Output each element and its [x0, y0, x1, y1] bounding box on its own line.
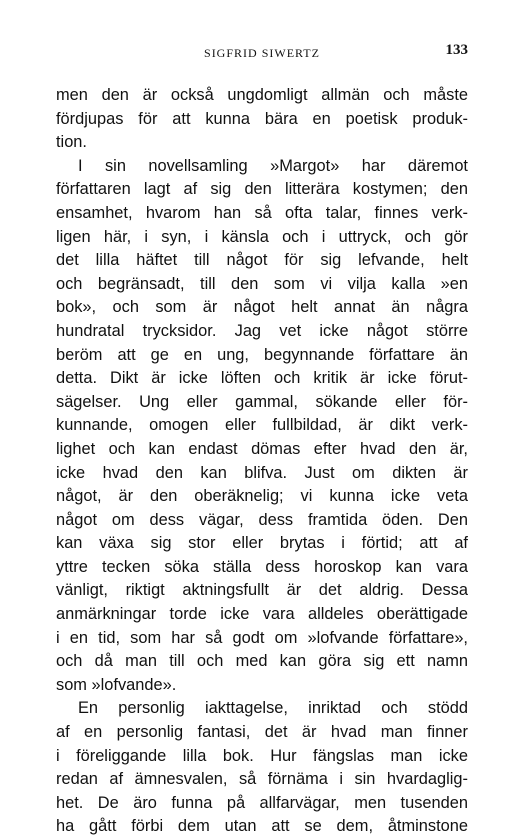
text-line: men den är också ungdomligt allmän och måste	[56, 86, 468, 104]
text-line: som »lofvande».	[56, 675, 177, 694]
text-line: sägelser. Ung eller gammal, sökande eller för-	[56, 392, 468, 411]
text-line: något om dess vägar, dess framtida öden. Den	[56, 510, 468, 529]
text-line: och begränsadt, till den som vi vilja kalla »en	[56, 274, 468, 293]
text-line: tion.	[56, 133, 87, 152]
text-line: redan af ämnesvalen, så förnäma i sin hvardaglig-	[56, 770, 468, 789]
text-line: ha gått förbi dem utan att se dem, åtminstone	[56, 817, 468, 836]
page-number: 133	[445, 42, 468, 58]
text-line: fördjupas för att kunna bära en poetisk produk-	[56, 109, 468, 128]
text-line: författaren lagt af sig den litterära kostymen; den	[56, 180, 468, 199]
text-line: detta. Dikt är icke löften och kritik är icke förut-	[56, 369, 468, 388]
body-text	[56, 84, 468, 839]
page-header	[56, 40, 468, 62]
text-line: något, är den oberäknelig; vi kunna icke veta	[56, 487, 468, 506]
text-line: I sin novellsamling »Margot» har däremot	[78, 156, 468, 175]
text-line: yttre tecken söka ställa dess horoskop kan vara	[56, 557, 468, 576]
text-line: af en personlig fantasi, det är hvad man finner	[56, 723, 468, 742]
text-line: het. De äro funna på allfarvägar, men tusenden	[56, 793, 468, 812]
text-line: kan växa sig stor eller brytas i förtid; att af	[56, 534, 468, 553]
text-line: hundratal trycksidor. Jag vet icke något större	[56, 321, 468, 340]
text-line: i föreliggande lilla bok. Hur fängslas man icke	[56, 746, 468, 765]
running-head: SIGFRID SIWERTZ	[204, 46, 320, 60]
text-line: kunnande, omogen eller fullbildad, är dikt verk-	[56, 416, 468, 435]
text-line: beröm att ge en ung, begynnande författare än	[56, 345, 468, 364]
text-line: och då man till och med kan göra sig ett namn	[56, 652, 468, 671]
text-line: vänligt, riktigt aktningsfullt är det aldrig. Dessa	[56, 581, 468, 600]
text-line: anmärkningar torde icke vara alldeles oberättigade	[56, 605, 468, 624]
text-line: ligen här, i syn, i känsla och i uttryck, och gör	[56, 227, 468, 246]
text-line: bok», och som är något helt annat än några	[56, 298, 468, 317]
text-line: i en tid, som har så godt om »lofvande författare»,	[56, 628, 468, 647]
text-line: det lilla häftet till något för sig lefvande, helt	[56, 251, 468, 270]
text-line: ensamhet, hvarom han så ofta talar, finnes verk-	[56, 203, 468, 222]
text-line: lighet och kan endast dömas efter hvad den är,	[56, 439, 468, 458]
text-line: En personlig iakttagelse, inriktad och stödd	[78, 699, 468, 718]
text-line: icke hvad den kan blifva. Just om dikten är	[56, 463, 468, 482]
